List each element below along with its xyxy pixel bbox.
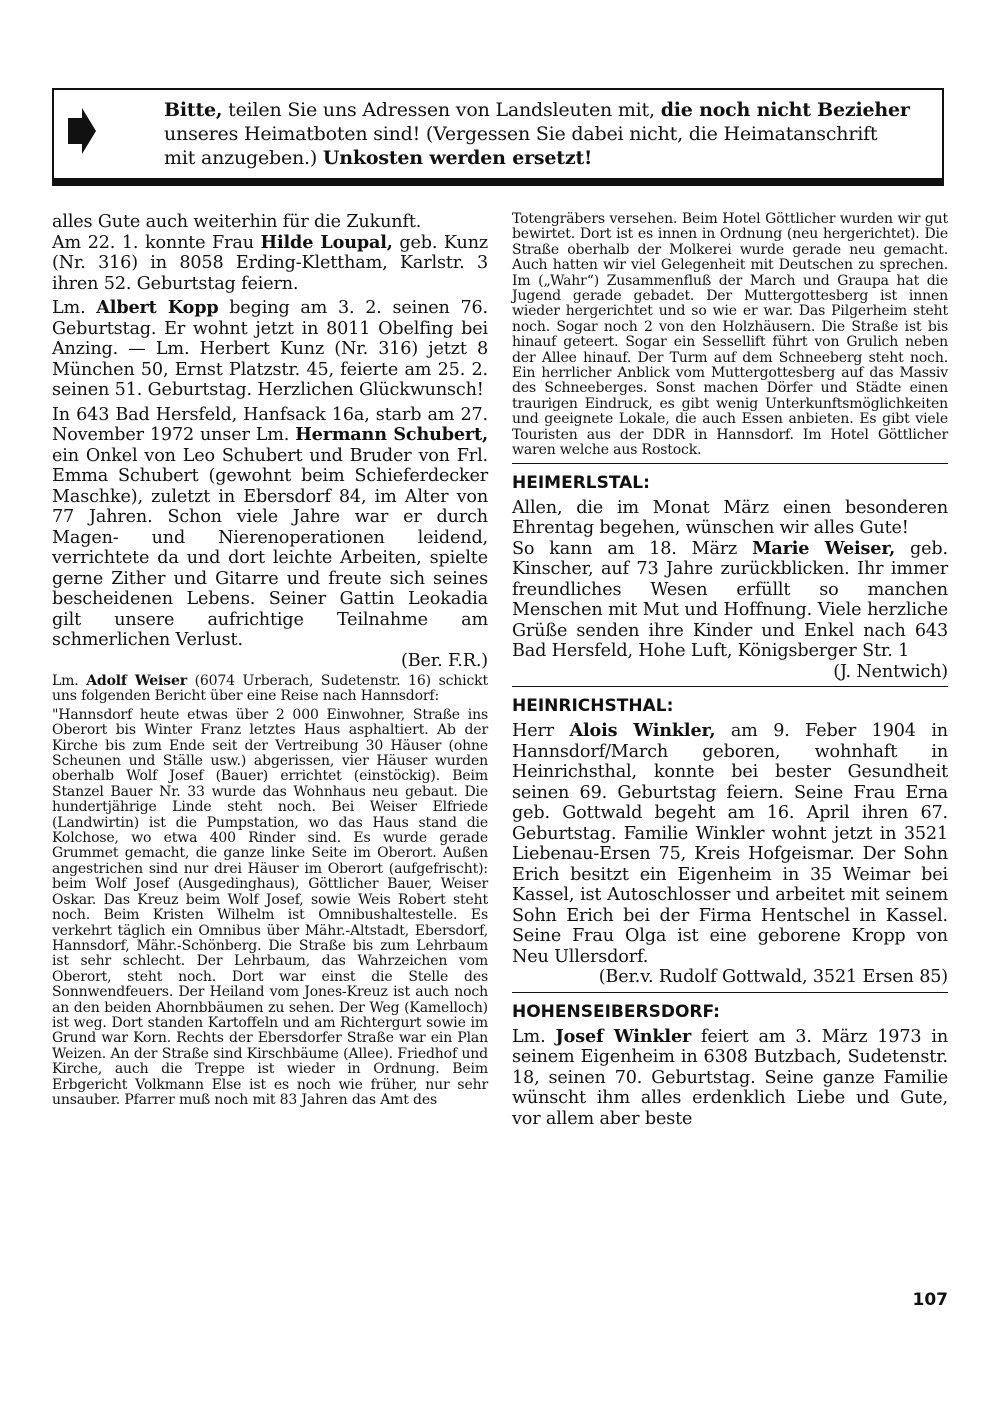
notice-text: Bitte, teilen Sie uns Adressen von Landsleuten mit, die noch nicht Bezieher unseres Heimatboten sind! (Vergessen Sie dabei nicht, die Heimatanschrift mit anzugeben.) Unkosten werden ersetzt! bbox=[164, 99, 910, 169]
left-paragraph-5: Lm. Adolf Weiser (6074 Urberach, Sudetenstr. 16) schickt uns folgenden Bericht über eine Reise nach Hannsdorf: bbox=[52, 673, 488, 705]
right-paragraph-3: So kann am 18. März Marie Weiser, geb. Kinscher, auf 73 Jahre zurückblicken. Ihr immer freundliches Wesen erfüllt so manchen Menschen mit Mut und Hoffnung. Viele herzliche Grüße senden ihre Kinder und Enkel nach 643 Bad Hersfeld, Hohe Luft, Königsberger Str. 1 bbox=[512, 537, 948, 661]
right-signature-1: (J. Nentwich) bbox=[833, 661, 948, 682]
divider bbox=[512, 992, 948, 993]
right-report-continued: Totengräbers versehen. Beim Hotel Göttlicher wurden wir gut bewirtet. Dort ist es innen in Ordnung (neu hergerichtet). Die Straße oberhalb der Molkerei wurde gerade neu gemacht. Auch hatten wir viel Gelegenheit mit Deutschen zu sprechen. Im („Wahr“) Zusammenfluß der March und Graupa hat die Jugend gerade gebadet. Der Muttergottesberg ist innen wieder hergerichtet und so wie er war. Das Pilgerheim steht noch. Sogar noch 2 von den Holzhäusern. Die Straße ist bis hinauf geteert. Sogar ein Sessellift führt von Grulich neben der Allee hinauf. Der Turm auf dem Schneeberg steht noch. Ein herrlicher Anblick vom Muttergottesberg auf das Massiv des Schneeberges. Sonst machen Dörfer und Städte einen traurigen Eindruck, es gibt wenig Unterkunftsmöglichkeiten und geeignete Lokale, die auch Essen anbieten. Es gibt viele Touristen aus der DDR in Hannsdorf. Im Hotel Göttlicher waren welche aus Rostock. bbox=[512, 211, 948, 459]
left-paragraph-2: Am 22. 1. konnte Frau Hilde Loupal, geb. Kunz (Nr. 316) in 8058 Erding-Klettham, Karlstr. 3 ihren 52. Geburtstag feiern. bbox=[52, 231, 489, 294]
right-column bbox=[512, 212, 948, 1129]
left-column bbox=[52, 212, 488, 1108]
page-number: 107 bbox=[912, 1290, 948, 1310]
left-paragraph-1: alles Gute auch weiterhin für die Zukunft. bbox=[52, 212, 422, 232]
right-paragraph-2: Allen, die im Monat März einen besonderen Ehrentag begehen, wünschen wir alles Gute! bbox=[512, 497, 948, 538]
section-heading-heimerlstal: HEIMERLSTAL: bbox=[512, 472, 650, 493]
left-report-text: "Hannsdorf heute etwas über 2 000 Einwohner, Straße ins Oberort bis Winter Franz letztes Haus asphaltiert. Ab der Kirche bis zum Ende seit der Vertreibung 30 Häuser (ohne Scheunen und Ställe usw.) abgerissen, vier Häuser wurden oberhalb Wolf Josef (Bauer) errichtet (einstöckig). Beim Stanzel Bauer Nr. 33 wurde das Wohnhaus neu gebaut. Die hundertjährige Linde steht noch. Bei Weiser Elfriede (Landwirtin) ist die Pumpstation, wo das Haus stand die Kolchose, wo etwa 400 Rinder sind. Es wurde gerade Grummet gemacht, die ganze linke Seite im Oberort. Außen angestrichen sind nur drei Häuser im Oberort (aufgefrischt): beim Wolf Josef (Ausgedinghaus), Göttlicher Bauer, Weiser Oskar. Das Kreuz beim Wolf Josef, sowie Weis Robert steht noch. Beim Kristen Wilhelm ist Omnibushaltestelle. Es verkehrt täglich ein Omnibus über Mähr.-Altstadt, Ebersdorf, Hannsdorf, Mähr.-Schönberg. Die Straße bis zum Lehrbaum ist sehr schlecht. Der Lehrbaum, das Wahrzeichen vom Oberort, steht noch. Dort war einst die Stelle des Sonnwendfeuers. Der Heiland vom Jones-Kreuz ist auch noch an den beiden Ahornbbäumen zu sehen. Der Weg (Kamelloch) ist weg. Dort standen Kartoffeln und am Richtergurt sowie im Grund war Korn. Rechts der Ebersdorfer Straße war ein Plan Weizen. An der Straße sind Kirschbäume (Allee). Friedhof und Kirche, auch die Treppe ist wieder in Ordnung. Beim Erbgericht Volkmann Else ist es noch wie früher, nur sehr unsauber. Pfarrer muß noch mit 83 Jahren das Amt des bbox=[52, 706, 488, 1108]
right-paragraph-4: Herr Alois Winkler, am 9. Feber 1904 in Hannsdorf/March geboren, wohnhaft in Heinrichsthal, konnte bei bester Gesundheit seinen 69. Geburtstag feiern. Seine Frau Erna geb. Gottwald begeht am 16. April ihren 67. Geburtstag. Familie Winkler wohnt jetzt in 3521 Liebenau-Ersen 75, Kreis Hofgeismar. Der Sohn Erich besitzt ein Eigenheim in 35 Weimar bei Kassel, ist Autoschlosser und arbeitet mit seinem Sohn Erich bei der Firma Hentschel in Kassel. Seine Frau Olga ist eine geborene Kropp von Neu Ullersdorf. bbox=[512, 720, 948, 967]
arrow-right-icon bbox=[68, 108, 96, 154]
left-paragraph-3: Lm. Albert Kopp beging am 3. 2. seinen 76. Geburtstag. Er wohnt jetzt in 8011 Obelfing bei Anzing. — Lm. Herbert Kunz (Nr. 316) jetzt 8 München 50, Ernst Platzstr. 45, feierte am 25. 2. seinen 51. Geburtstag. Herzlichen Glückwunsch! bbox=[52, 297, 488, 400]
divider bbox=[512, 686, 948, 687]
section-heading-hohenseibersdorf: HOHENSEIBERSDORF: bbox=[512, 1001, 720, 1022]
section-heading-heinrichsthal: HEINRICHSTHAL: bbox=[512, 696, 674, 716]
left-paragraph-4: In 643 Bad Hersfeld, Hanfsack 16a, starb am 27. November 1972 unser Lm. Hermann Schubert, ein Onkel von Leo Schubert und Bruder von Frl. Emma Schubert (gewohnt beim Schieferdecker Maschke), zuletzt in Ebersdorf 84, im Alter von 77 Jahren. Schon viele Jahre war er durch Magen- und Nierenoperationen leidend, verrichtete da und dort leichte Arbeiten, spielte gerne Zither und Gitarre und freute sich seines bescheidenen Lebens. Seiner Gattin Leokadia gilt unsere aufrichtige Teilnahme am schmerlichen Verlust. bbox=[52, 404, 489, 650]
right-signature-2: (Ber.v. Rudolf Gottwald, 3521 Ersen 85) bbox=[598, 967, 948, 987]
left-signature-1: (Ber. F.R.) bbox=[401, 650, 488, 671]
notice-bitte: Bitte, bbox=[164, 99, 223, 121]
right-paragraph-5: Lm. Josef Winkler feiert am 3. März 1973 in seinem Eigenheim in 6308 Butzbach, Sudetenstr. 18, seinen 70. Geburtstag. Seine ganze Familie wünscht ihm alles erdenklich Liebe und Gute, vor allem aber beste bbox=[512, 1025, 949, 1129]
notice-box bbox=[52, 88, 944, 186]
divider bbox=[512, 463, 948, 464]
